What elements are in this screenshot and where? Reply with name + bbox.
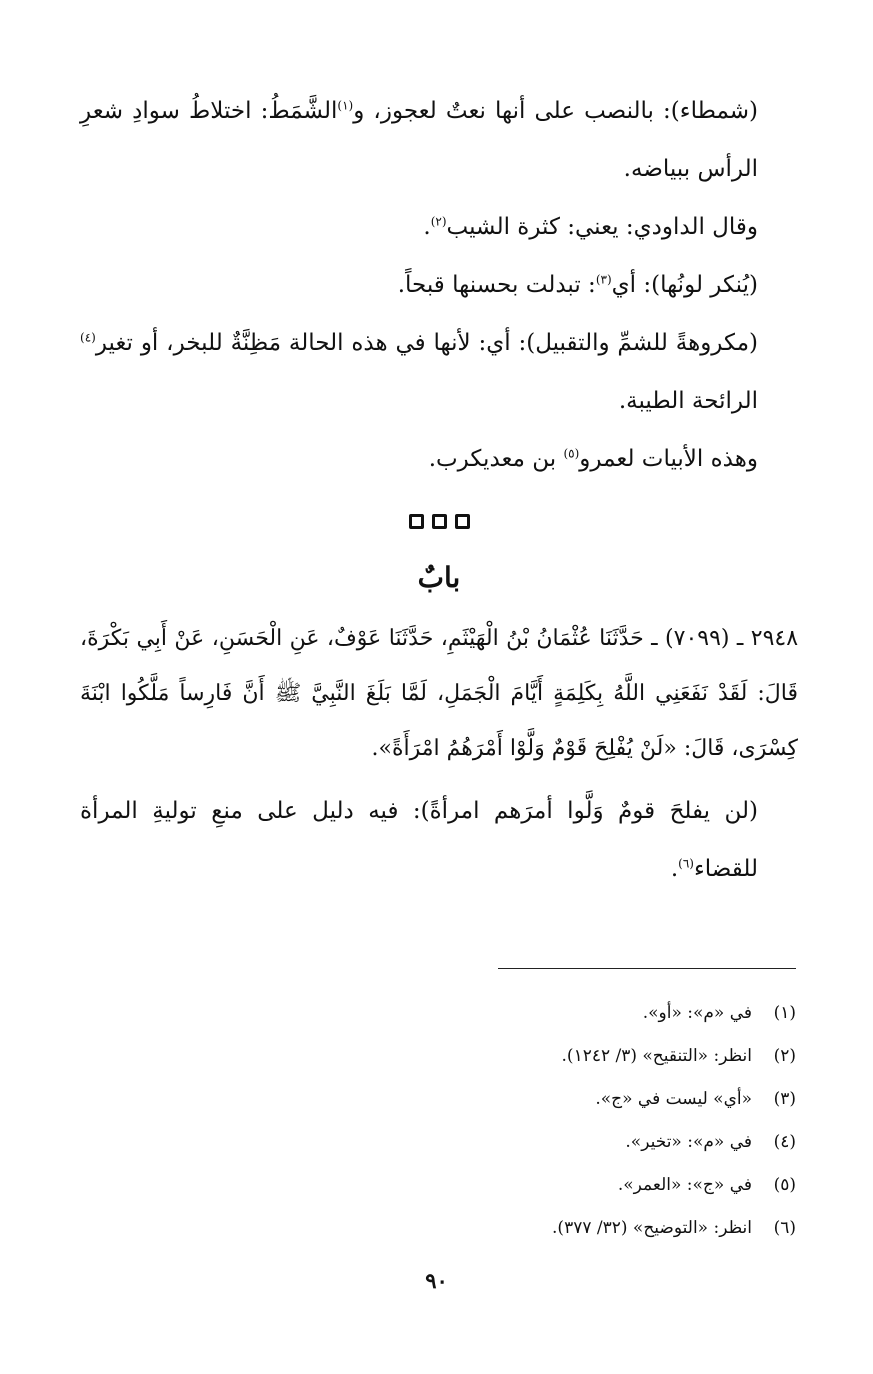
footnote-number: (٤) xyxy=(773,1132,796,1152)
paragraph-dawudi xyxy=(80,198,798,256)
footnote-ref[interactable]: (٤) xyxy=(80,330,96,345)
footnote-text: في «م»: «تخير». xyxy=(625,1132,752,1152)
paragraph-text: (يُنكر لونُها): أي xyxy=(611,272,758,298)
footnote-item xyxy=(80,1121,796,1164)
paragraph-makruha xyxy=(80,314,798,430)
footnote-item xyxy=(80,1207,796,1250)
footnote-number: (٥) xyxy=(773,1175,796,1195)
paragraph-lawn xyxy=(80,256,798,314)
main-text xyxy=(80,82,798,898)
section-divider xyxy=(80,514,798,529)
footnote-item xyxy=(80,1078,796,1121)
paragraph-text: الشَّمَطُ: اختلاطُ سوادِ شعرِ الرأس ببياضه. xyxy=(80,98,758,182)
paragraph-text: (مكروهةً للشمِّ والتقبيل): أي: لأنها في هذه الحالة مَظِنَّةٌ للبخر، أو تغير xyxy=(95,330,758,356)
footnote-ref[interactable]: (٣) xyxy=(595,272,612,287)
footnote-text: في «ج»: «العمر». xyxy=(617,1175,752,1195)
paragraph-text: . xyxy=(670,856,679,882)
footnote-text: «أي» ليست في «ج». xyxy=(595,1089,752,1109)
page-number: ٩٠ xyxy=(425,1268,448,1293)
footnote-text: انظر: «التوضيح» (٣٢/ ٣٧٧). xyxy=(552,1218,752,1238)
footnote-ref[interactable]: (٦) xyxy=(678,856,694,871)
commentary-paragraph xyxy=(80,782,798,898)
paragraph-text: وقال الداودي: يعني: كثرة الشيب xyxy=(446,214,758,240)
paragraph-text: بن معديكرب. xyxy=(428,446,564,472)
hadith-text: ٢٩٤٨ ـ (٧٠٩٩) ـ حَدَّثَنَا عُثْمَانُ بْنُ الْهَيْثَمِ، حَدَّثَنَا عَوْفٌ، عَنِ الْحَسَنِ، عَنْ أَبِي بَكْرَةَ، قَالَ: لَقَدْ نَفَعَنِي اللَّهُ بِكَلِمَةٍ أَيَّامَ الْجَمَلِ، لَمَّا بَلَغَ النَّبِيَّ ﷺ أَنَّ فَارِساً مَلَّكُوا ابْنَةَ كِسْرَى، قَالَ: «لَنْ يُفْلِحَ قَوْمٌ وَلَّوْا أَمْرَهُمُ امْرَأَةً». xyxy=(80,626,799,761)
footnotes xyxy=(80,992,796,1250)
footnote-number: (٣) xyxy=(773,1089,796,1109)
footnote-text: انظر: «التنقيح» (٣/ ١٢٤٢). xyxy=(561,1046,752,1066)
footnote-item xyxy=(80,1035,796,1078)
square-ornament-icon xyxy=(455,514,470,529)
paragraph-text: وهذه الأبيات لعمرو xyxy=(579,446,758,472)
paragraph-abyat xyxy=(80,430,798,488)
footnote-item xyxy=(80,992,796,1035)
square-ornament-icon xyxy=(409,514,424,529)
footnote-ref[interactable]: (٥) xyxy=(563,446,580,461)
footnote-number: (٦) xyxy=(773,1218,796,1238)
footnote-number: (١) xyxy=(773,1003,796,1023)
footnote-separator xyxy=(498,968,796,969)
paragraph-shamtaa xyxy=(80,82,798,198)
paragraph-text: (لن يفلحَ قومٌ وَلَّوا أمرَهم امرأةً): فيه دليل على منعِ توليةِ المرأة للقضاء xyxy=(80,798,758,882)
paragraph-text: الرائحة الطيبة. xyxy=(618,388,758,414)
paragraph-text: : تبدلت بحسنها قبحاً. xyxy=(397,272,596,298)
square-ornament-icon xyxy=(432,514,447,529)
footnote-ref[interactable]: (٢) xyxy=(430,214,447,229)
footnote-item xyxy=(80,1164,796,1207)
chapter-title: بابٌ xyxy=(417,561,461,594)
footnote-text: في «م»: «أو». xyxy=(642,1003,752,1023)
paragraph-text: (شمطاء): بالنصب على أنها نعتٌ لعجوز، و xyxy=(353,98,758,124)
paragraph-text: . xyxy=(423,214,431,240)
footnote-number: (٢) xyxy=(773,1046,796,1066)
footnote-ref[interactable]: (١) xyxy=(337,98,354,113)
